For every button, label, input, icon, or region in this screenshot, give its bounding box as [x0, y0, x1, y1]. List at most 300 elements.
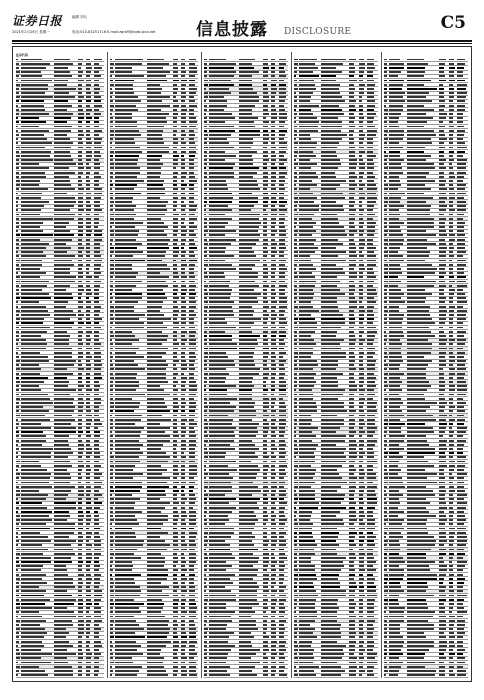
cell-text [181, 335, 185, 337]
cell-text [86, 465, 90, 467]
cell-text [349, 331, 354, 333]
cell-text [94, 343, 101, 345]
cell-text [173, 151, 177, 153]
cell-text [271, 435, 276, 437]
cell-text [16, 348, 19, 350]
cell-text [263, 465, 269, 467]
cell-text [94, 126, 99, 128]
cell-text [21, 578, 42, 580]
cell-text [209, 138, 227, 140]
cell-text [367, 209, 373, 211]
cell-text [209, 121, 225, 123]
cell-text [115, 477, 133, 479]
cell-text [147, 519, 168, 521]
cell-text [299, 519, 310, 521]
cell-text [147, 435, 170, 437]
cell-text [181, 427, 186, 429]
cell-text [279, 641, 286, 643]
cell-text [204, 67, 207, 69]
cell-text [16, 100, 19, 102]
cell-text [181, 653, 185, 655]
cell-text [181, 657, 187, 659]
cell-text [294, 641, 297, 643]
cell-text [110, 339, 112, 341]
cell-text [239, 611, 255, 613]
cell-text [21, 616, 42, 618]
cell-text [321, 335, 336, 337]
cell-text [16, 440, 19, 442]
cell-text [349, 59, 356, 61]
cell-text [239, 419, 252, 421]
cell-text [21, 96, 53, 98]
cell-text [115, 528, 132, 530]
cell-text [279, 255, 284, 257]
cell-text [279, 544, 286, 546]
cell-text [294, 356, 298, 358]
cell-text [86, 452, 92, 454]
cell-text [367, 255, 376, 257]
cell-text [115, 385, 139, 387]
cell-text [321, 448, 346, 450]
cell-text [349, 544, 356, 546]
cell-text [115, 360, 134, 362]
cell-text [16, 80, 18, 82]
cell-text [271, 662, 276, 664]
cell-text [115, 71, 132, 73]
cell-text [239, 657, 251, 659]
cell-text [86, 557, 92, 559]
cell-text [349, 159, 357, 161]
cell-text [78, 502, 82, 504]
cell-text [147, 151, 169, 153]
cell-text [349, 364, 354, 366]
cell-text [78, 611, 83, 613]
cell-text [115, 431, 141, 433]
cell-text [209, 80, 231, 82]
cell-text [279, 632, 284, 634]
cell-text [78, 310, 81, 312]
cell-text [181, 272, 185, 274]
cell-text [78, 649, 82, 651]
cell-text [299, 301, 311, 303]
cell-text [78, 532, 82, 534]
cell-text [21, 482, 49, 484]
cell-text [110, 674, 112, 676]
cell-text [173, 611, 178, 613]
cell-text [367, 523, 375, 525]
cell-text [115, 310, 134, 312]
cell-text [279, 218, 285, 220]
cell-text [279, 523, 285, 525]
cell-text [279, 222, 284, 224]
cell-text [349, 272, 357, 274]
cell-text [86, 80, 91, 82]
cell-text [209, 264, 232, 266]
cell-text [147, 477, 170, 479]
cell-text [349, 394, 354, 396]
cell-text [86, 544, 92, 546]
cell-text [321, 88, 339, 90]
cell-text [173, 331, 177, 333]
cell-text [181, 431, 186, 433]
cell-text [209, 657, 227, 659]
cell-text [204, 394, 207, 396]
cell-text [263, 163, 267, 165]
cell-text [115, 452, 143, 454]
cell-text [279, 423, 286, 425]
cell-text [115, 314, 145, 316]
cell-text [54, 389, 76, 391]
cell-text [94, 373, 101, 375]
cell-text [279, 498, 284, 500]
cell-text [173, 201, 177, 203]
cell-text [279, 348, 284, 350]
cell-text [54, 176, 69, 178]
cell-text [86, 620, 91, 622]
cell-text [115, 595, 140, 597]
cell-text [173, 159, 178, 161]
cell-text [115, 423, 135, 425]
cell-text [209, 427, 236, 429]
cell-text [209, 519, 229, 521]
cell-text [204, 528, 208, 530]
cell-text [16, 574, 19, 576]
cell-text [173, 435, 179, 437]
cell-text [16, 561, 19, 563]
cell-text [279, 285, 287, 287]
cell-text [54, 565, 66, 567]
cell-text [209, 632, 234, 634]
cell-text [189, 599, 195, 601]
cell-text [359, 310, 365, 312]
cell-text [367, 318, 374, 320]
cell-text [279, 268, 287, 270]
cell-text [367, 260, 376, 262]
cell-text [271, 666, 276, 668]
cell-text [147, 364, 168, 366]
cell-text [209, 373, 229, 375]
cell-text [263, 310, 267, 312]
cell-text [349, 502, 356, 504]
cell-text [349, 389, 357, 391]
cell-text [367, 59, 374, 61]
cell-text [94, 360, 101, 362]
cell-text [359, 402, 364, 404]
cell-text [239, 452, 255, 454]
cell-text [209, 343, 237, 345]
cell-text [78, 88, 82, 90]
cell-text [16, 394, 19, 396]
cell-text [181, 565, 185, 567]
cell-text [181, 352, 185, 354]
cell-text [204, 318, 207, 320]
cell-text [263, 456, 269, 458]
cell-text [299, 444, 318, 446]
cell-text [263, 301, 268, 303]
cell-text [279, 415, 286, 417]
cell-text [147, 653, 160, 655]
cell-text [349, 151, 355, 153]
cell-text [189, 281, 195, 283]
cell-text [209, 582, 233, 584]
cell-text [209, 410, 234, 412]
cell-text [359, 75, 363, 77]
cell-text [86, 498, 91, 500]
cell-text [299, 553, 315, 555]
cell-text [181, 230, 187, 232]
cell-text [263, 218, 267, 220]
cell-text [271, 113, 277, 115]
cell-text [78, 578, 82, 580]
cell-text [94, 603, 99, 605]
cell-text [349, 109, 356, 111]
cell-text [299, 440, 312, 442]
cell-text [115, 569, 132, 571]
cell-text [367, 431, 375, 433]
cell-text [279, 599, 286, 601]
cell-text [299, 569, 315, 571]
cell-text [115, 96, 138, 98]
cell-text [115, 226, 135, 228]
cell-text [359, 473, 365, 475]
cell-text [321, 620, 337, 622]
cell-text [359, 80, 363, 82]
cell-text [173, 511, 178, 513]
cell-text [239, 109, 252, 111]
cell-text [110, 473, 113, 475]
cell-text [115, 306, 134, 308]
cell-text [54, 423, 71, 425]
cell-text [110, 138, 113, 140]
cell-text [349, 368, 356, 370]
cell-text [86, 599, 91, 601]
cell-text [16, 611, 19, 613]
cell-text [115, 632, 135, 634]
cell-text [181, 100, 185, 102]
cell-text [189, 507, 193, 509]
cell-text [86, 553, 92, 555]
cell-text [181, 662, 185, 664]
cell-text [271, 201, 277, 203]
cell-text [299, 624, 310, 626]
cell-text [173, 628, 177, 630]
cell-text [115, 327, 144, 329]
cell-text [78, 394, 84, 396]
cell-text [367, 444, 375, 446]
cell-text [279, 670, 284, 672]
cell-text [115, 402, 140, 404]
cell-text [181, 507, 185, 509]
cell-text [16, 243, 19, 245]
cell-text [271, 356, 276, 358]
cell-text [209, 59, 226, 61]
cell-text [204, 624, 206, 626]
cell-text [367, 163, 374, 165]
cell-text [94, 415, 99, 417]
cell-text [181, 247, 184, 249]
cell-text [115, 389, 136, 391]
cell-text [263, 561, 269, 563]
cell-text [173, 536, 178, 538]
cell-text [189, 151, 196, 153]
cell-text [321, 247, 336, 249]
cell-text [294, 553, 297, 555]
cell-text [21, 306, 46, 308]
cell-text [359, 641, 364, 643]
cell-text [294, 264, 297, 266]
cell-text [94, 105, 102, 107]
cell-text [321, 322, 345, 324]
cell-text [21, 100, 44, 102]
cell-text [54, 352, 72, 354]
cell-text [110, 318, 114, 320]
cell-text [239, 105, 255, 107]
cell-text [173, 364, 176, 366]
cell-text [54, 360, 76, 362]
cell-text [147, 574, 168, 576]
cell-text [115, 523, 139, 525]
cell-text [54, 322, 74, 324]
cell-text [204, 452, 208, 454]
cell-text [181, 360, 186, 362]
cell-text [209, 502, 229, 504]
cell-text [181, 126, 187, 128]
cell-text [349, 636, 355, 638]
cell-text [189, 557, 196, 559]
cell-text [21, 331, 47, 333]
cell-text [78, 188, 84, 190]
cell-text [204, 603, 207, 605]
cell-text [299, 335, 311, 337]
cell-text [147, 561, 165, 563]
cell-text [115, 100, 141, 102]
cell-text [21, 486, 52, 488]
cell-text [54, 293, 72, 295]
cell-text [110, 327, 112, 329]
cell-text [204, 343, 207, 345]
cell-text [78, 599, 83, 601]
cell-text [16, 276, 20, 278]
cell-text [54, 193, 67, 195]
cell-text [86, 121, 90, 123]
cell-text [94, 138, 102, 140]
cell-text [239, 628, 258, 630]
cell-text [189, 649, 195, 651]
cell-text [173, 419, 177, 421]
cell-text [294, 410, 297, 412]
cell-text [94, 167, 100, 169]
cell-text [271, 75, 275, 77]
cell-text [367, 147, 373, 149]
cell-text [263, 180, 268, 182]
cell-text [86, 297, 89, 299]
cell-text [271, 578, 275, 580]
cell-text [16, 674, 18, 676]
cell-text [86, 100, 91, 102]
cell-text [294, 557, 297, 559]
cell-text [147, 632, 169, 634]
cell-text [299, 138, 311, 140]
cell-text [263, 406, 269, 408]
cell-text [279, 502, 287, 504]
cell-text [78, 544, 82, 546]
cell-text [239, 662, 260, 664]
cell-text [54, 159, 73, 161]
cell-text [204, 515, 206, 517]
cell-text [21, 243, 49, 245]
cell-text [173, 335, 177, 337]
cell-text [110, 264, 114, 266]
cell-text [54, 318, 70, 320]
cell-text [181, 285, 186, 287]
cell-text [204, 649, 207, 651]
cell-text [263, 616, 268, 618]
cell-text [294, 624, 297, 626]
cell-text [209, 100, 227, 102]
cell-text [294, 322, 297, 324]
cell-text [173, 440, 177, 442]
cell-text [78, 142, 83, 144]
cell-text [173, 662, 178, 664]
cell-text [181, 477, 185, 479]
cell-text [279, 310, 285, 312]
cell-text [359, 603, 363, 605]
cell-text [115, 176, 137, 178]
cell-text [279, 172, 287, 174]
cell-text [110, 147, 112, 149]
cell-text [299, 352, 313, 354]
cell-text [321, 226, 344, 228]
cell-text [279, 469, 285, 471]
cell-text [349, 117, 355, 119]
cell-text [271, 222, 276, 224]
cell-text [359, 251, 362, 253]
cell-text [173, 394, 177, 396]
cell-text [115, 318, 139, 320]
cell-text [279, 385, 286, 387]
cell-text [263, 147, 267, 149]
cell-text [110, 553, 114, 555]
cell-text [359, 348, 363, 350]
cell-text [181, 557, 185, 559]
cell-text [299, 603, 315, 605]
cell-text [147, 96, 170, 98]
cell-text [294, 331, 297, 333]
cell-text [271, 410, 276, 412]
cell-text [78, 163, 83, 165]
cell-text [54, 368, 67, 370]
cell-text [110, 452, 112, 454]
cell-text [204, 561, 207, 563]
cell-text [239, 557, 259, 559]
cell-text [299, 477, 313, 479]
cell-text [367, 138, 373, 140]
cell-text [321, 222, 339, 224]
cell-text [16, 218, 19, 220]
cell-text [110, 385, 113, 387]
cell-text [204, 197, 207, 199]
cell-text [181, 419, 187, 421]
cell-text [263, 356, 268, 358]
cell-text [349, 553, 355, 555]
cell-text [16, 406, 19, 408]
cell-text [94, 435, 100, 437]
cell-text [263, 155, 268, 157]
cell-text [239, 264, 255, 266]
cell-text [86, 674, 90, 676]
cell-text [21, 636, 44, 638]
cell-text [21, 590, 46, 592]
